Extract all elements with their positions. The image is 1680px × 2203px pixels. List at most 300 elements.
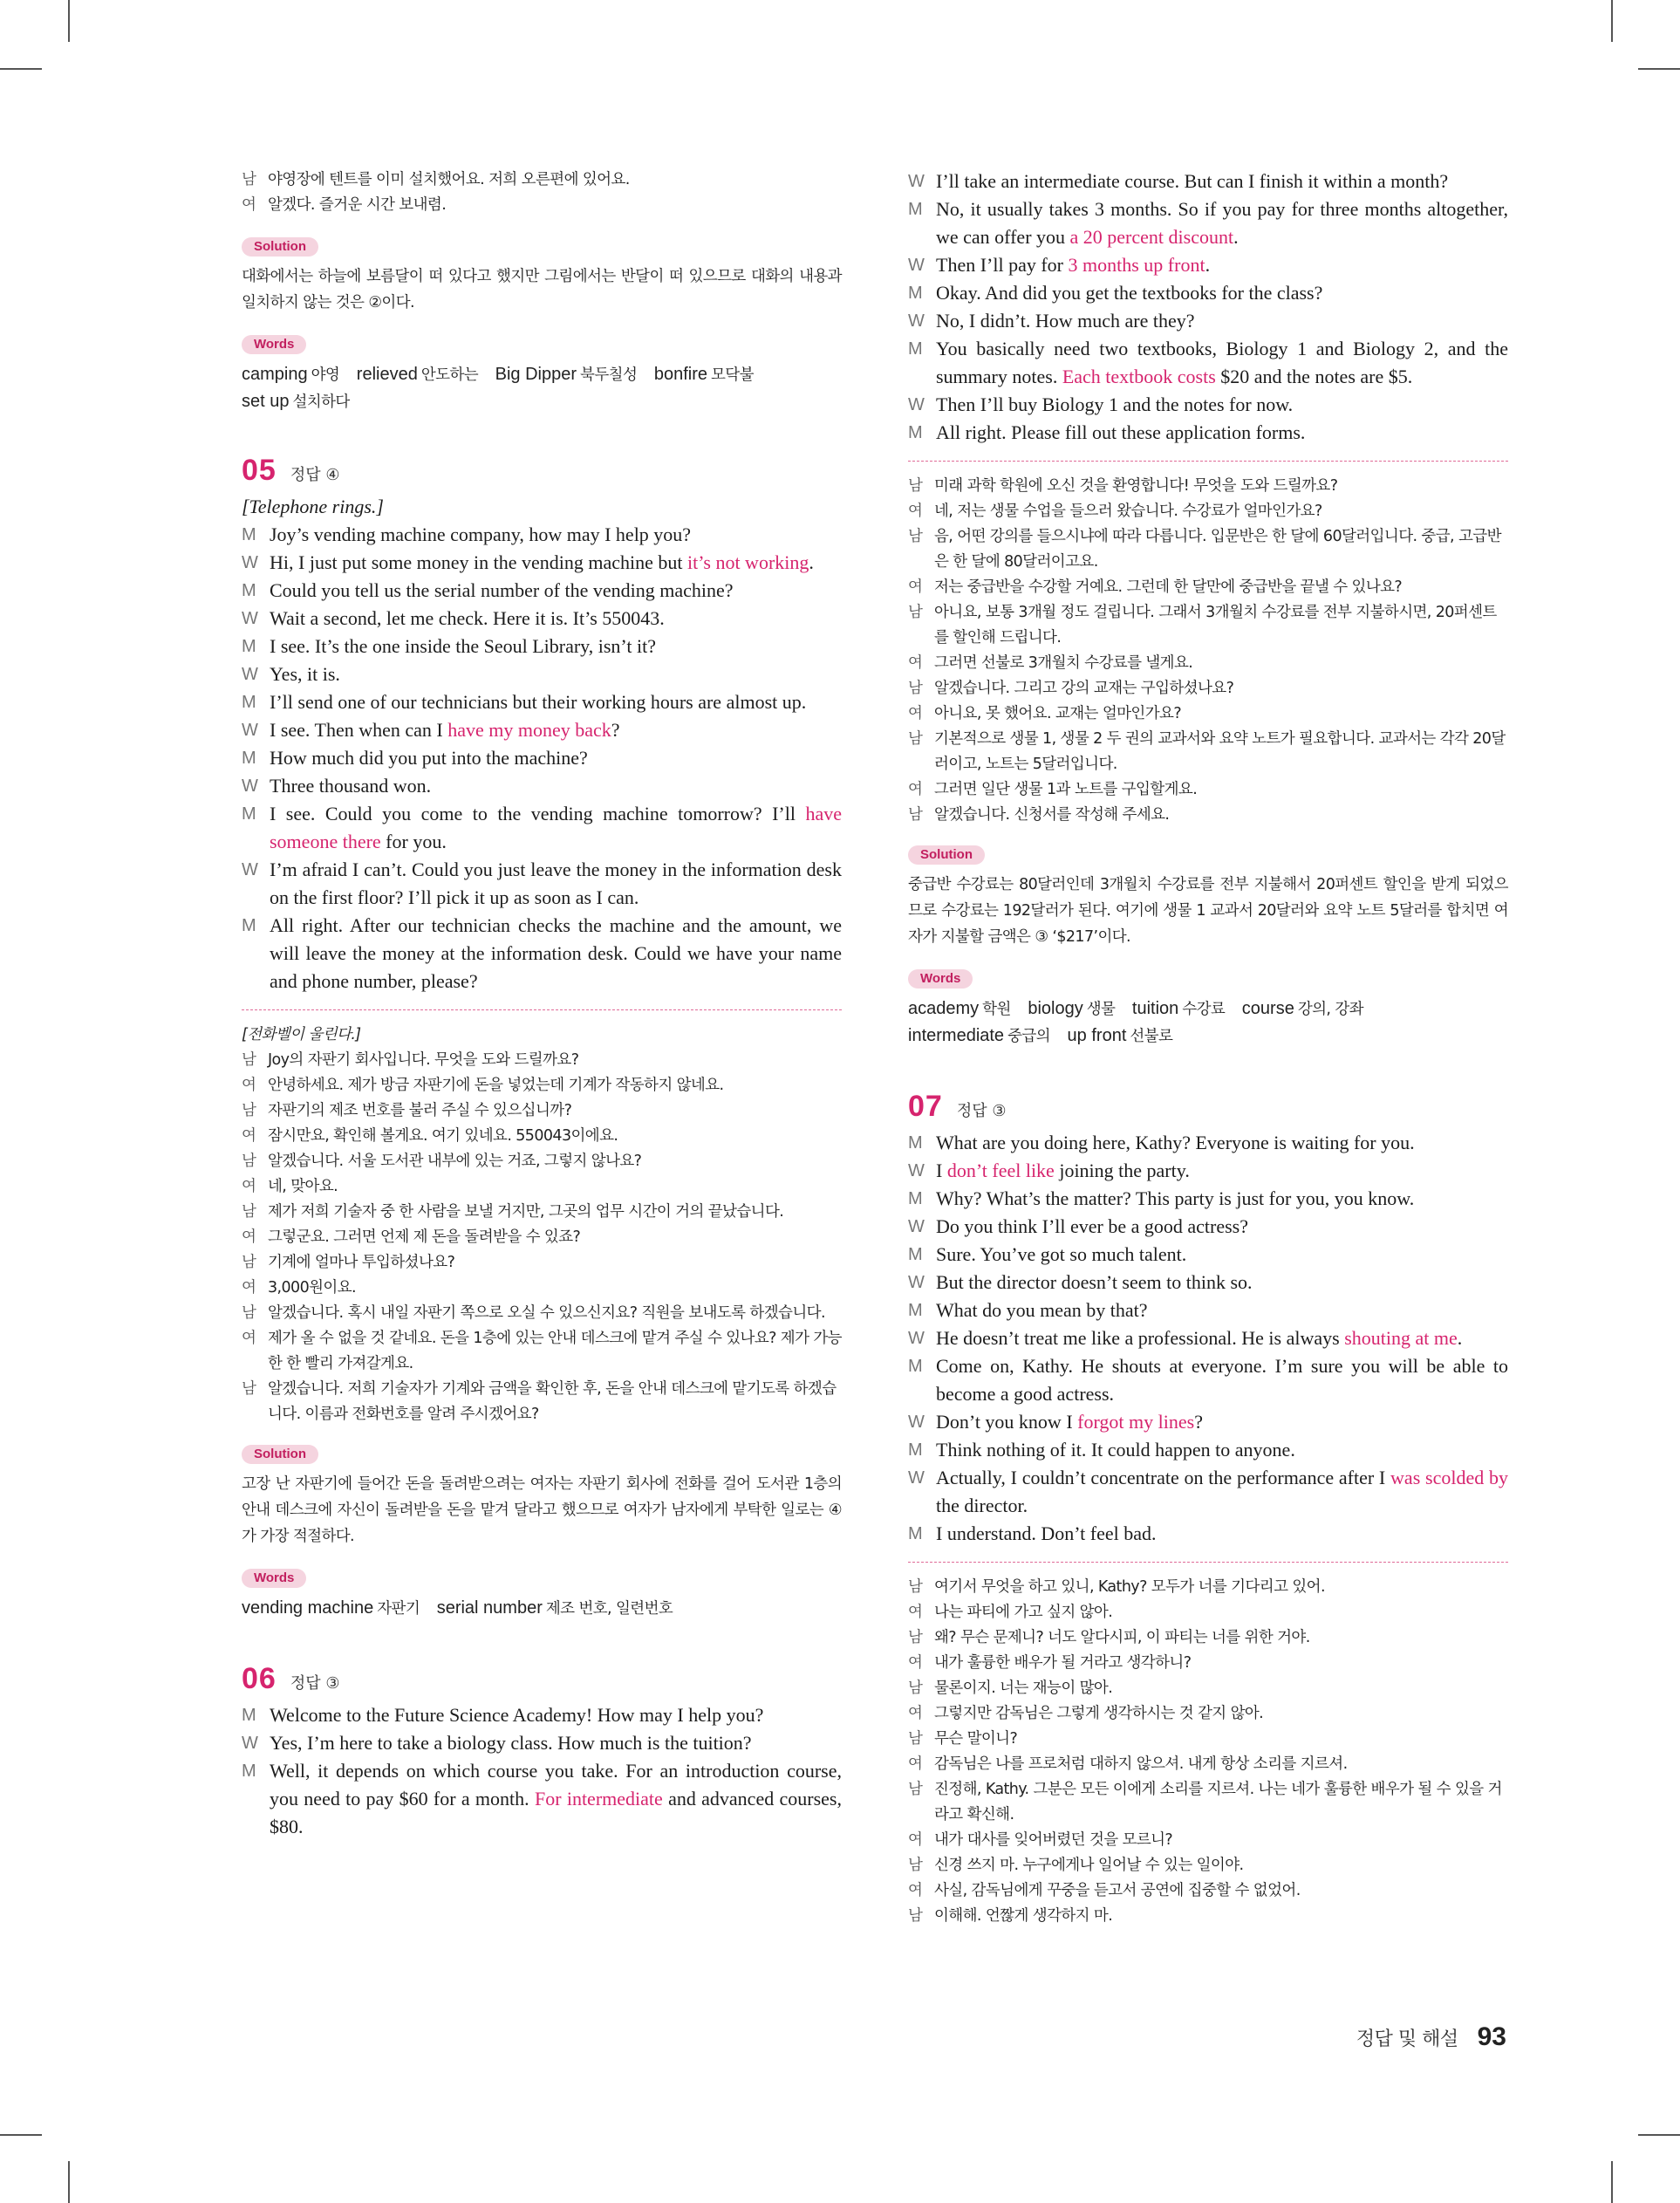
crop-mark: [68, 2161, 70, 2203]
translation-line: [908, 1651, 1508, 1676]
speaker-label: M: [908, 1440, 923, 1460]
solution-text: 고장 난 자판기에 들어간 돈을 돌려받으려는 여자는 자판기 회사에 전화를 걸어 도서관 1층의 안내 데스크에 자신이 돌려받을 돈을 맡겨 달라고 했으므로 여자가 남자에게 부탁한 일로는 ④가 가장 적절하다.: [242, 1475, 842, 1545]
dialogue-text: [270, 1757, 842, 1841]
text-run: Don’t you know I: [936, 1411, 1078, 1433]
text-run: ?: [611, 719, 620, 741]
text-run: No, it usually takes 3 months. So if you pay for three months altogether, we can offer you: [936, 198, 1508, 248]
word-entry: [908, 1026, 1050, 1045]
word-english: camping: [242, 365, 308, 384]
translation-line: [908, 600, 1508, 651]
dialogue-line: [242, 772, 842, 800]
speaker-label: 여: [908, 1755, 923, 1773]
dialogue-line: [242, 716, 842, 744]
dialogue-line: [908, 391, 1508, 419]
dialogue-text: [936, 1324, 1508, 1352]
translation-line: [242, 193, 842, 218]
dialogue-line: [242, 1729, 842, 1757]
q04-translation-tail: [242, 168, 842, 218]
speaker-label: 여: [908, 654, 923, 672]
translation-line: [908, 1828, 1508, 1853]
translation-text: 그러면 일단 생물 1과 노트를 구입할게요.: [934, 781, 1198, 798]
speaker-label: 여: [908, 1882, 923, 1899]
text-run: .: [1233, 226, 1239, 248]
speaker-label: W: [242, 1734, 258, 1753]
translation-text: Joy의 자판기 회사입니다. 무엇을 도와 드릴까요?: [268, 1051, 579, 1069]
speaker-label: 남: [908, 528, 923, 545]
word-english: Big Dipper: [495, 365, 577, 384]
solution-badge: Solution: [908, 845, 985, 865]
dialogue-text: [936, 335, 1508, 391]
dialogue-text: [270, 549, 842, 577]
speaker-label: M: [908, 200, 923, 219]
translation-text: 야영장에 텐트를 이미 설치했어요. 저희 오른편에 있어요.: [268, 171, 630, 188]
dialogue-line: [908, 419, 1508, 447]
highlighted-phrase: Each textbook costs: [1062, 366, 1216, 387]
words-list: [908, 995, 1508, 1050]
highlighted-phrase: have my money back: [447, 719, 611, 741]
word-english: bonfire: [653, 365, 707, 384]
speaker-label: W: [908, 1217, 925, 1236]
translation-text: 네, 맞아요.: [268, 1178, 338, 1195]
highlighted-phrase: 3 months up front: [1068, 254, 1205, 276]
text-run: I see. Then when can I: [270, 719, 448, 741]
highlighted-phrase: forgot my lines: [1077, 1411, 1195, 1433]
text-run: Three thousand won.: [270, 775, 432, 797]
crop-mark: [68, 0, 70, 42]
speaker-label: 여: [242, 1178, 256, 1195]
text-run: I’ll take an intermediate course. But can I finish it within a month?: [936, 170, 1449, 192]
dialogue-line: [242, 633, 842, 660]
dialogue-text: [936, 1213, 1508, 1241]
translation-line: [242, 1377, 842, 1427]
speaker-label: M: [242, 916, 256, 935]
speaker-label: W: [908, 395, 925, 414]
speaker-label: M: [908, 1133, 923, 1153]
dialogue-text: [936, 391, 1508, 419]
dialogue-line: [908, 1157, 1508, 1185]
speaker-label: W: [242, 609, 258, 628]
text-run: Why? What’s the matter? This party is just for you, you know.: [936, 1187, 1415, 1209]
highlighted-phrase: have someone there: [270, 803, 842, 852]
translation-text: 물론이지. 너는 재능이 많아.: [934, 1680, 1113, 1697]
speaker-label: 남: [908, 604, 923, 621]
dialogue-text: [270, 744, 842, 772]
speaker-label: 남: [908, 1907, 923, 1925]
word-english: up front: [1067, 1026, 1127, 1045]
page-number: 93: [1477, 2022, 1506, 2051]
speaker-label: M: [908, 1524, 923, 1543]
translation-line: [242, 1073, 842, 1098]
speaker-label: W: [908, 172, 925, 191]
text-run: ?: [1194, 1411, 1203, 1433]
speaker-label: 남: [908, 1857, 923, 1874]
translation-line: [908, 1752, 1508, 1777]
text-run: I’ll send one of our technicians but their working hours are almost up.: [270, 691, 807, 713]
translation-line: [242, 1124, 842, 1149]
translation-text: 제가 저희 기술자 중 한 사람을 보낼 거지만, 그곳의 업무 시간이 거의 끝났습니다.: [268, 1203, 784, 1221]
dialogue-text: [270, 716, 842, 744]
dialogue-line: [908, 168, 1508, 195]
word-korean: 모닥불: [710, 366, 754, 384]
text-run: Welcome to the Future Science Academy! How may I help you?: [270, 1704, 764, 1726]
word-english: biology: [1028, 999, 1083, 1018]
word-entry: [1132, 999, 1225, 1018]
dialogue-line: [908, 195, 1508, 251]
dialogue-text: [936, 251, 1508, 279]
speaker-label: 여: [908, 578, 923, 596]
translation: [908, 1575, 1508, 1929]
translation-text: 미래 과학 학원에 오신 것을 환영합니다! 무엇을 도와 드릴까요?: [934, 477, 1338, 495]
speaker-label: W: [908, 311, 925, 331]
text-run: .: [1457, 1327, 1463, 1349]
dialogue-text: [936, 1185, 1508, 1213]
speaker-label: M: [908, 339, 923, 359]
word-english: intermediate: [908, 1026, 1005, 1045]
speaker-label: 남: [242, 1380, 256, 1398]
translation-line: [242, 1174, 842, 1200]
text-run: Then I’ll pay for: [936, 254, 1069, 276]
dialogue-text: [936, 307, 1508, 335]
q06-words: [908, 969, 1508, 1050]
translation-text: 기계에 얼마나 투입하셨나요?: [268, 1254, 455, 1271]
translation-line: [908, 803, 1508, 828]
speaker-label: 여: [908, 1705, 923, 1722]
speaker-label: W: [242, 777, 258, 796]
dialogue-line: [908, 1241, 1508, 1269]
text-run: $20 and the notes are $5.: [1215, 366, 1413, 387]
text-run: Hi, I just put some money in the vending machine but: [270, 551, 688, 573]
dialogue-line: [908, 1213, 1508, 1241]
translation-line: [242, 1200, 842, 1225]
translation-text: 알겠습니다. 그리고 강의 교재는 구입하셨나요?: [934, 680, 1234, 697]
word-korean: 중급의: [1007, 1028, 1050, 1045]
word-entry: [908, 999, 1011, 1018]
question-header: [242, 454, 842, 488]
question-number: 05: [242, 454, 277, 487]
word-korean: 북두칠성: [580, 366, 638, 384]
text-run: I see. Could you come to the vending machine tomorrow? I’ll: [270, 803, 806, 824]
highlighted-phrase: was scolded by: [1390, 1467, 1509, 1488]
speaker-label: M: [242, 693, 256, 712]
divider: [242, 1009, 842, 1010]
dialogue-text: [936, 1129, 1508, 1157]
word-korean: 수강료: [1182, 1001, 1226, 1018]
speaker-label: M: [242, 525, 256, 544]
dialogue-line: [908, 307, 1508, 335]
speaker-label: M: [242, 1762, 256, 1781]
dialogue-line: [242, 688, 842, 716]
translation-text: 그렇지만 감독님은 그렇게 생각하시는 것 같지 않아.: [934, 1705, 1264, 1722]
highlighted-phrase: it’s not working: [687, 551, 809, 573]
translation-line: [908, 575, 1508, 600]
solution-badge: Solution: [242, 1445, 318, 1464]
word-entry: [654, 365, 754, 384]
dialogue-text: [270, 521, 842, 549]
translation-text: 이해해. 언짢게 생각하지 마.: [934, 1907, 1113, 1925]
dialogue-line: [908, 1520, 1508, 1548]
translation-text: 제가 올 수 없을 것 같네요. 돈을 1층에 있는 안내 데스크에 맡겨 주실 수 있나요? 제가 가능한 한 빨리 가져갈게요.: [268, 1330, 842, 1372]
text-run: I see. It’s the one inside the Seoul Library, isn’t it?: [270, 635, 656, 657]
footer-label: 정답 및 해설: [1356, 2029, 1458, 2050]
highlighted-phrase: a 20 percent discount: [1069, 226, 1234, 248]
speaker-label: W: [908, 256, 925, 275]
text-run: joining the party.: [1054, 1160, 1190, 1181]
question-number: 06: [242, 1662, 277, 1695]
speaker-label: 남: [908, 730, 923, 748]
divider: [908, 1562, 1508, 1563]
dialogue-line: [908, 1296, 1508, 1324]
highlighted-phrase: For intermediate: [534, 1788, 663, 1810]
text-run: Yes, I’m here to take a biology class. How much is the tuition?: [270, 1732, 752, 1754]
text-run: Joy’s vending machine company, how may I help you?: [270, 523, 692, 545]
dialogue-line: [242, 660, 842, 688]
translation: [908, 474, 1508, 828]
speaker-label: 남: [908, 1680, 923, 1697]
translation-line: [908, 1878, 1508, 1904]
dialogue-line: [242, 1757, 842, 1841]
dialogue-text: [270, 605, 842, 633]
text-run: Yes, it is.: [270, 663, 340, 685]
translation-line: [242, 1225, 842, 1250]
question-header: [242, 1662, 842, 1696]
dialogue-text: [936, 1464, 1508, 1520]
left-column: [242, 168, 842, 1841]
dialogue-text: [936, 1269, 1508, 1296]
speaker-label: 여: [242, 1127, 256, 1145]
translation-text: 알겠습니다. 신청서를 작성해 주세요.: [934, 806, 1170, 824]
translation-line: [242, 1276, 842, 1301]
dialogue-line: [908, 1324, 1508, 1352]
dialogue-text: [936, 1241, 1508, 1269]
answer-label: 정답 ③: [956, 1102, 1007, 1120]
dialogue-text: [270, 660, 842, 688]
speaker-label: M: [908, 1301, 923, 1320]
dialogue-text: [936, 168, 1508, 195]
words-list: [242, 361, 842, 415]
words-badge: Words: [242, 1569, 306, 1588]
text-run: Okay. And did you get the textbooks for the class?: [936, 282, 1323, 304]
dialogue-line: [242, 577, 842, 605]
speaker-label: W: [908, 1468, 925, 1488]
word-entry: [242, 1598, 420, 1618]
translation-line: [908, 1575, 1508, 1600]
dialogue-line: [908, 1464, 1508, 1520]
text-run: and advanced courses, $80.: [270, 1788, 842, 1837]
speaker-label: 남: [908, 1578, 923, 1596]
speaker-label: 여: [908, 1831, 923, 1849]
speaker-label: W: [242, 721, 258, 740]
text-run: Sure. You’ve got so much talent.: [936, 1243, 1187, 1265]
word-english: course: [1241, 999, 1294, 1018]
translation-text: 알겠습니다. 저희 기술자가 기계와 금액을 확인한 후, 돈을 안내 데스크에 맡기도록 하겠습니다. 이름과 전화번호를 알려 주시겠어요?: [268, 1380, 837, 1423]
translation-text: 음, 어떤 강의를 들으시냐에 따라 다릅니다. 입문반은 한 달에 60달러입니다. 중급, 고급반은 한 달에 80달러이고요.: [934, 528, 1501, 571]
speaker-label: 여: [242, 1077, 256, 1094]
translation-line: [908, 524, 1508, 575]
speaker-label: M: [908, 1357, 923, 1376]
text-run: I’m afraid I can’t. Could you just leave the money in the information desk on the first floor? I’ll pick it up as soon as I can.: [270, 859, 842, 908]
speaker-label: M: [242, 749, 256, 768]
speaker-label: 남: [908, 1781, 923, 1798]
question-07: [908, 1090, 1508, 1929]
translation-text: 알겠습니다. 서울 도서관 내부에 있는 거죠, 그렇지 않나요?: [268, 1153, 642, 1170]
dialogue-line: [242, 549, 842, 577]
word-korean: 생물: [1086, 1001, 1116, 1018]
speaker-label: 남: [242, 1102, 256, 1119]
stage-direction-korean: [전화벨이 울린다.]: [242, 1026, 361, 1043]
translation-text: 아니요, 보통 3개월 정도 걸립니다. 그래서 3개월치 수강료를 전부 지불하시면, 20퍼센트를 할인해 드립니다.: [934, 604, 1497, 647]
speaker-label: W: [908, 1413, 925, 1432]
speaker-label: 남: [908, 1730, 923, 1748]
crop-mark: [1638, 68, 1680, 70]
translation-line: [908, 1777, 1508, 1828]
q04-solution: [242, 237, 842, 316]
dialogue-text: [270, 577, 842, 605]
translation-line: [908, 1600, 1508, 1625]
dialogue: [908, 1129, 1508, 1548]
text-run: But the director doesn’t seem to think so.: [936, 1271, 1253, 1293]
dialogue-text: [936, 279, 1508, 307]
word-entry: [1068, 1026, 1173, 1045]
question-number: 07: [908, 1090, 943, 1123]
speaker-label: 남: [242, 1203, 256, 1221]
dialogue: [242, 521, 842, 995]
word-english: academy: [908, 999, 980, 1018]
stage-direction: [Telephone rings.]: [242, 496, 384, 517]
words-badge: Words: [242, 335, 306, 354]
dialogue-text: [270, 856, 842, 912]
translation-text: 여기서 무엇을 하고 있니, Kathy? 모두가 너를 기다리고 있어.: [934, 1578, 1325, 1596]
dialogue-line: [242, 912, 842, 995]
translation-text: 자판기의 제조 번호를 불러 주실 수 있으십니까?: [268, 1102, 572, 1119]
dialogue-line: [242, 744, 842, 772]
dialogue-text: [936, 1436, 1508, 1464]
word-english: relieved: [356, 365, 418, 384]
translation-line: [242, 1301, 842, 1326]
translation-line: [908, 777, 1508, 803]
translation-line: [908, 1625, 1508, 1651]
speaker-label: 여: [242, 1228, 256, 1246]
speaker-label: 여: [242, 196, 256, 214]
word-korean: 강의, 강좌: [1297, 1001, 1363, 1018]
solution-text: 대화에서는 하늘에 보름달이 떠 있다고 했지만 그림에서는 반달이 떠 있으므로 대화의 내용과 일치하지 않는 것은 ②이다.: [242, 268, 842, 311]
translation-line: [242, 1048, 842, 1073]
speaker-label: M: [242, 637, 256, 656]
word-entry: [437, 1598, 673, 1618]
speaker-label: 여: [242, 1279, 256, 1296]
speaker-label: 여: [908, 1654, 923, 1672]
word-entry: [495, 365, 638, 384]
speaker-label: 남: [908, 806, 923, 824]
dialogue-line: [908, 1185, 1508, 1213]
translation-line: [242, 1326, 842, 1377]
word-english: vending machine: [242, 1598, 374, 1618]
words-badge: Words: [908, 969, 973, 989]
speaker-label: 남: [908, 1629, 923, 1646]
text-run: He doesn’t treat me like a professional. He is always: [936, 1327, 1345, 1349]
word-entry: [357, 365, 478, 384]
speaker-label: W: [242, 860, 258, 879]
word-entry: [1028, 999, 1115, 1018]
word-korean: 안도하는: [420, 366, 479, 384]
translation-line: [908, 1904, 1508, 1929]
divider: [908, 461, 1508, 462]
question-05: [242, 454, 842, 1622]
dialogue-line: [908, 279, 1508, 307]
text-run: the director.: [936, 1495, 1028, 1516]
translation-line: [908, 1727, 1508, 1752]
q06-solution: [908, 845, 1508, 950]
speaker-label: M: [242, 804, 256, 824]
dialogue-continued: [908, 168, 1508, 447]
word-english: tuition: [1131, 999, 1179, 1018]
word-korean: 야영: [311, 366, 340, 384]
dialogue-line: [242, 856, 842, 912]
translation-text: 나는 파티에 가고 싶지 않아.: [934, 1604, 1113, 1621]
text-run: .: [809, 551, 814, 573]
text-run: Do you think I’ll ever be a good actress?: [936, 1215, 1248, 1237]
translation-line: [242, 1098, 842, 1124]
translation-text: 그렇군요. 그러면 언제 제 돈을 돌려받을 수 있죠?: [268, 1228, 581, 1246]
speaker-label: M: [908, 1245, 923, 1264]
highlighted-phrase: shouting at me: [1344, 1327, 1458, 1349]
dialogue-text: [270, 800, 842, 856]
text-run: Come on, Kathy. He shouts at everyone. I’m sure you will be able to become a good actress.: [936, 1355, 1508, 1405]
text-run: What are you doing here, Kathy? Everyone is waiting for you.: [936, 1132, 1415, 1153]
q04-words: [242, 335, 842, 415]
dialogue-text: [270, 772, 842, 800]
dialogue-line: [242, 605, 842, 633]
crop-mark: [1638, 2134, 1680, 2136]
dialogue-text: [936, 195, 1508, 251]
page-footer: [1356, 2022, 1506, 2052]
dialogue-text: [270, 1701, 842, 1729]
speaker-label: W: [908, 1273, 925, 1292]
translation-text: 안녕하세요. 제가 방금 자판기에 돈을 넣었는데 기계가 작동하지 않네요.: [268, 1077, 724, 1094]
speaker-label: 여: [908, 503, 923, 520]
translation-text: 신경 쓰지 마. 누구에게나 일어날 수 있는 일이야.: [934, 1857, 1244, 1874]
question-06: [242, 1662, 842, 1841]
speaker-label: 여: [908, 1604, 923, 1621]
solution-text: 중급반 수강료는 80달러인데 3개월치 수강료를 전부 지불해서 20퍼센트 할인을 받게 되었으므로 수강료는 192달러가 된다. 여기에 생물 1 교과서 20달러와 요약 노트 5달러를 합치면 여자가 지불할 금액은 ③ ‘$217’이다.: [908, 876, 1508, 946]
speaker-label: 남: [242, 1051, 256, 1069]
answer-label: 정답 ④: [290, 466, 340, 484]
speaker-label: M: [242, 581, 256, 600]
dialogue-text: [270, 688, 842, 716]
dialogue-line: [908, 1408, 1508, 1436]
translation-text: 저는 중급반을 수강할 거예요. 그런데 한 달만에 중급반을 끝낼 수 있나요?: [934, 578, 1403, 596]
dialogue-line: [242, 1701, 842, 1729]
speaker-label: 남: [908, 477, 923, 495]
text-run: Think nothing of it. It could happen to anyone.: [936, 1439, 1295, 1461]
word-english: serial number: [436, 1598, 543, 1618]
speaker-label: 남: [242, 1254, 256, 1271]
translation-text: 감독님은 나를 프로처럼 대하지 않으셔. 내게 항상 소리를 지르셔.: [934, 1755, 1348, 1773]
translation-line: [908, 499, 1508, 524]
dialogue: [242, 1701, 842, 1841]
translation-text: 기본적으로 생물 1, 생물 2 두 권의 교과서와 요약 노트가 필요합니다. 교과서는 각각 20달러이고, 노트는 5달러입니다.: [934, 730, 1506, 773]
speaker-label: 남: [242, 171, 256, 188]
speaker-label: 남: [908, 680, 923, 697]
dialogue-text: [936, 1520, 1508, 1548]
text-run: .: [1205, 254, 1211, 276]
text-run: How much did you put into the machine?: [270, 747, 588, 769]
crop-mark: [1611, 0, 1613, 42]
word-korean: 선불로: [1130, 1028, 1173, 1045]
speaker-label: M: [908, 423, 923, 442]
answer-label: 정답 ③: [290, 1674, 340, 1693]
dialogue-line: [908, 1436, 1508, 1464]
translation-text: 3,000원이요.: [268, 1279, 356, 1296]
